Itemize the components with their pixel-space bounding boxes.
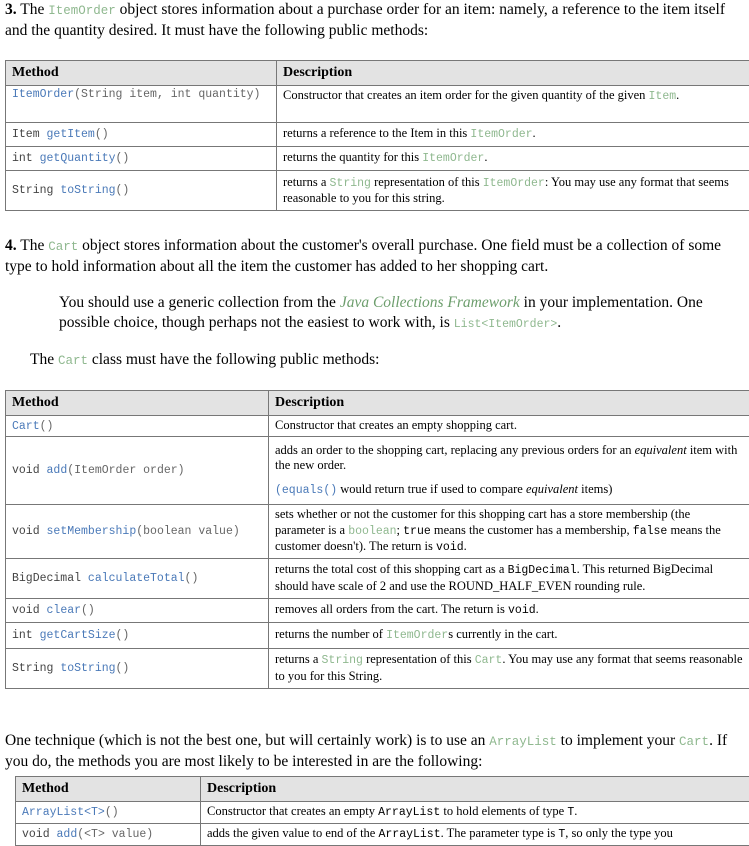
cart-code: Cart (679, 735, 709, 749)
cart-methods-intro (30, 350, 747, 371)
method-params: (ItemOrder order) (67, 464, 184, 477)
method-name: toString (60, 184, 115, 197)
method-return: Item (12, 128, 47, 141)
table-header-row (16, 777, 749, 802)
method-cell (16, 824, 201, 846)
desc-code: ItemOrder (470, 128, 532, 141)
desc-code: boolean (348, 525, 396, 538)
method-return: void (12, 525, 47, 538)
table-row (6, 171, 749, 211)
method-params: (<T> value) (77, 828, 153, 841)
method-params: () (116, 152, 130, 165)
desc-code: T (567, 806, 574, 819)
method-cell (6, 171, 277, 211)
method-return: String (12, 662, 60, 675)
desc-code: ArrayList (378, 828, 440, 841)
desc-code: Item (649, 90, 677, 103)
method-params: () (95, 128, 109, 141)
table-header-row (6, 391, 749, 416)
desc-text: . This returned BigDecimal should have scale of 2 and use the ROUND_HALF_EVEN rounding rule. (275, 562, 713, 593)
desc-text: representation of this (371, 175, 483, 189)
desc-code: ArrayList (378, 806, 440, 819)
method-cell (6, 622, 269, 648)
desc-text: returns the number of (275, 627, 386, 641)
paragraph-text: . (557, 314, 561, 331)
desc-text: . (464, 539, 467, 553)
method-name: ArrayList<T> (22, 806, 105, 819)
desc-text: removes all orders from the cart. The return is (275, 602, 508, 616)
section-3-text-2: object stores information about a purchase order for an item: namely, a reference to the item itself and the quantity desired. It must have the following public methods: (5, 1, 725, 39)
desc-text: returns a (275, 652, 322, 666)
table-row (16, 824, 749, 846)
itemorder-methods-table (5, 60, 749, 211)
paragraph-text: You should use a generic collection from the (59, 294, 340, 311)
method-cell (6, 416, 269, 437)
section-4-number: 4. (5, 237, 17, 254)
desc-code: BigDecimal (508, 564, 577, 577)
desc-code: true (403, 525, 431, 538)
description-cell (269, 648, 749, 688)
section-3-text: The (17, 1, 49, 18)
description-cell (201, 802, 749, 824)
description-column-header: Description (201, 777, 749, 802)
description-cell (269, 598, 749, 622)
method-column-header: Method (16, 777, 201, 802)
method-name: ItemOrder (12, 88, 74, 101)
desc-text: , so only the type you (565, 826, 673, 840)
desc-text: adds the given value to end of the (207, 826, 378, 840)
method-params: () (81, 604, 95, 617)
table-row (6, 416, 749, 437)
table-header-row (6, 61, 749, 86)
method-name: getCartSize (40, 629, 116, 642)
method-name: Cart (12, 420, 40, 433)
method-cell (6, 558, 269, 598)
table-row (6, 147, 749, 171)
method-name: add (47, 464, 68, 477)
method-cell (6, 598, 269, 622)
desc-code: Cart (475, 654, 503, 667)
method-params: () (116, 184, 130, 197)
method-name: calculateTotal (88, 572, 185, 585)
method-cell (6, 147, 277, 171)
desc-text: representation of this (363, 652, 475, 666)
desc-code: String (322, 654, 363, 667)
method-return: String (12, 184, 60, 197)
method-cell (6, 86, 277, 123)
method-column-header: Method (6, 391, 269, 416)
description-column-header: Description (269, 391, 749, 416)
desc-text: to hold elements of type (440, 804, 567, 818)
paragraph-text: One technique (which is not the best one, but will certainly work) is to use an (5, 732, 489, 749)
desc-text: . (533, 126, 536, 140)
method-name: getQuantity (40, 152, 116, 165)
desc-code: void (508, 604, 536, 617)
desc-code: ( (275, 484, 282, 497)
method-cell (6, 648, 269, 688)
desc-text: . (536, 602, 539, 616)
paragraph-text: . If you do, the methods you are most likely to be interested in are the following: (5, 732, 727, 770)
method-params: (boolean value) (136, 525, 240, 538)
table-row (6, 598, 749, 622)
method-params: () (185, 572, 199, 585)
description-cell (277, 171, 749, 211)
method-cell (16, 802, 201, 824)
desc-text: Constructor that creates an empty (207, 804, 378, 818)
desc-text: sets whether or not the customer for this shopping cart has a store membership (the parameter is a (275, 507, 690, 537)
description-cell (269, 416, 749, 437)
equals-code: equals() (282, 484, 337, 497)
method-params: () (40, 420, 54, 433)
table-row (6, 648, 749, 688)
description-cell (269, 558, 749, 598)
section-4-paragraph (5, 236, 747, 277)
desc-code: String (330, 177, 371, 190)
description-cell (269, 505, 749, 559)
arraylist-code: ArrayList (489, 735, 557, 749)
table-row (6, 86, 749, 123)
desc-text: returns the total cost of this shopping cart as a (275, 562, 508, 576)
method-return: int (12, 152, 40, 165)
table-row (6, 505, 749, 559)
method-cell (6, 505, 269, 559)
desc-text: : You may use any format that seems reasonable to you for this string. (283, 175, 729, 206)
method-return: BigDecimal (12, 572, 88, 585)
description-cell (269, 622, 749, 648)
method-name: setMembership (47, 525, 137, 538)
description-column-header: Description (277, 61, 749, 86)
section-3-paragraph (5, 0, 747, 41)
desc-code: void (436, 541, 464, 554)
list-itemorder-code: List<ItemOrder> (454, 318, 558, 331)
java-collections-link[interactable]: Java Collections Framework (340, 294, 520, 311)
desc-text: item with the new order. (275, 443, 737, 473)
desc-text: . You may use any format that seems reasonable to you for this String. (275, 652, 743, 683)
desc-italic: equivalent (635, 443, 687, 457)
desc-code: T (558, 828, 565, 841)
desc-text: Constructor that creates an item order for the given quantity of the given (283, 88, 649, 102)
description-cell (269, 437, 749, 505)
desc-italic: equivalent (526, 482, 578, 496)
section-3-number: 3. (5, 1, 17, 18)
method-cell (6, 123, 277, 147)
method-return: void (22, 828, 57, 841)
table-row (6, 622, 749, 648)
desc-code: ItemOrder (386, 629, 448, 642)
generic-collection-paragraph (59, 293, 747, 335)
desc-text: . The parameter type is (441, 826, 559, 840)
desc-code: ItemOrder (422, 152, 484, 165)
desc-text: s currently in the cart. (448, 627, 557, 641)
method-name: getItem (47, 128, 95, 141)
desc-text: returns a reference to the Item in this (283, 126, 470, 140)
description-cell (201, 824, 749, 846)
cart-class-code: Cart (58, 354, 88, 368)
paragraph-text: The (30, 351, 58, 368)
itemorder-class-code: ItemOrder (48, 4, 116, 18)
method-column-header: Method (6, 61, 277, 86)
table-row (6, 558, 749, 598)
desc-text: returns the quantity for this (283, 150, 422, 164)
description-cell (277, 123, 749, 147)
desc-text: means the customer doesn't). The return is (275, 523, 721, 554)
table-row (6, 437, 749, 505)
method-name: add (57, 828, 78, 841)
desc-text: . (676, 88, 679, 102)
method-name: clear (47, 604, 82, 617)
method-return: int (12, 629, 40, 642)
desc-text: means the customer has a membership, (431, 523, 633, 537)
method-params: (String item, int quantity) (74, 88, 260, 101)
cart-methods-table (5, 390, 749, 689)
method-params: () (116, 662, 130, 675)
description-cell (277, 147, 749, 171)
section-4-text: The (17, 237, 49, 254)
description-cell (277, 86, 749, 123)
method-cell (6, 437, 269, 505)
desc-text: returns a (283, 175, 330, 189)
paragraph-text: in your implementation. One possible choice, though perhaps not the easiest to work with, is (59, 294, 703, 331)
desc-code: false (633, 525, 668, 538)
desc-text: items) (578, 482, 612, 496)
arraylist-methods-table (15, 776, 749, 846)
paragraph-text: to implement your (557, 732, 679, 749)
desc-text: . (484, 150, 487, 164)
method-params: () (116, 629, 130, 642)
table-row (6, 123, 749, 147)
method-return: void (12, 464, 47, 477)
table-row (16, 802, 749, 824)
method-params: () (105, 806, 119, 819)
desc-text: Constructor that creates an empty shopping cart. (275, 418, 517, 432)
section-4-text-2: object stores information about the customer's overall purchase. One field must be a collection of some type to hold information about all the item the customer has added to her shopping cart. (5, 237, 721, 275)
desc-text: . (574, 804, 577, 818)
technique-paragraph (5, 731, 747, 772)
method-name: toString (60, 662, 115, 675)
desc-text: adds an order to the shopping cart, replacing any previous orders for an (275, 443, 635, 457)
method-return: void (12, 604, 47, 617)
paragraph-text: class must have the following public methods: (88, 351, 379, 368)
desc-code: ItemOrder (483, 177, 545, 190)
cart-class-code: Cart (48, 240, 78, 254)
desc-text: ; (397, 523, 404, 537)
desc-text: would return true if used to compare (337, 482, 526, 496)
